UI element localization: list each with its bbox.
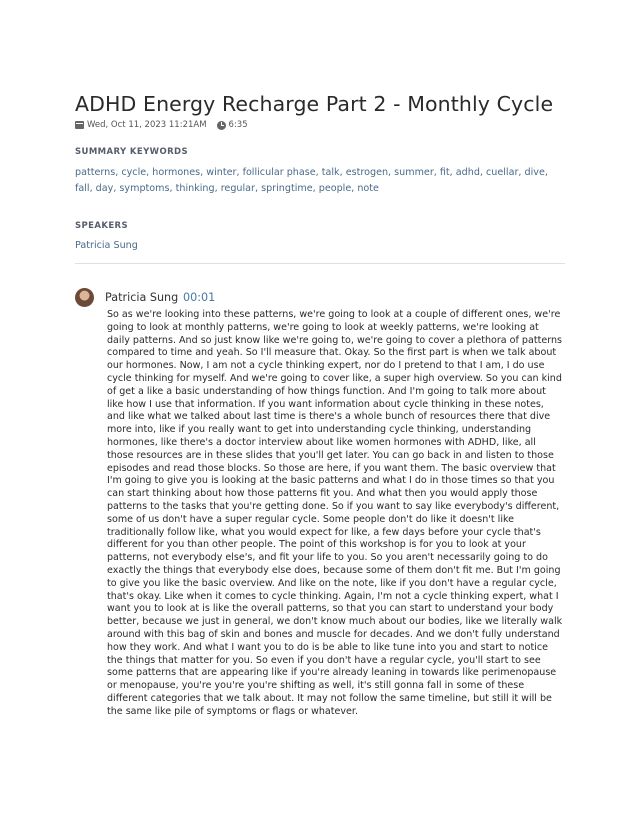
transcript-speaker-name: Patricia Sung (105, 291, 179, 304)
transcript-text: So as we're looking into these patterns, we're going to look at a couple of different ones, we're going to look at monthly patterns, we're going to look at weekly patterns, we're looking at daily patterns. And so just know like we're going to, we're going to cover a plethora of patterns compared to time and yeah. So I'll measure that. Okay. So the first part is when we talk about our hormones. Now, I am not a cycle thinking expert, nor do I pretend to that I am, I do use cycle thinking for myself. And we're going to cover like, a super high overview. So you can kind of get a like a basic understanding of how things function. And I'm going to talk more about like how I use that information. If you want information about cycle thinking in these notes, and like what we talked about last time is there's a whole bunch of resources there that dive more into, like if you really want to get into understanding cycle thinking, understanding hormones, like there's a doctor interview about like women hormones with ADHD, like, all those resources are in these slides that you'll get later. You can go back in and listen to those episodes and read those blocks. So those are here, if you want them. The basic overview that I'm going to give you is looking at the basic patterns and what I do in those times so that you can start thinking about how those patterns fit you. And what then you would apply those patterns to the tasks that you're getting done. So if you want to say like everybody's different, some of us don't have a super regular cycle. Some people don't do like it doesn't like traditionally follow like, what you would expect for like, a few days before your cycle that's different for you than other people. The point of this workshop is for you to look at your patterns, not everybody else's, and fit your life to you. So you aren't necessarily going to do exactly the things that everybody else does, because some of them don't fit me. But I'm going to give you like the basic overview. And like on the note, like if you don't have a regular cycle, that's okay. Like when it comes to cycle thinking. Again, I'm not a cycle thinking expert, what I want you to look at is like the overall patterns, so that you can start to understand your body better, because we just in general, we don't know much about our bodies, like we literally walk around with this bag of skin and bones and muscle for decades. And we don't fully understand how they work. And what I want you to do is be able to like tune into you and start to notice the things that matter for you. So even if you don't have a regular cycle, you'll start to see some patterns that are appearing like if you're already leaning in towards like perimenopause or menopause, you're you're you're shifting as well, it's still gonna fall in some of these different categories that we talk about. It may not follow the same timeline, but still it will be the same like pile of symptoms or flags or whatever. (107, 309, 563, 717)
document-title: ADHD Energy Recharge Part 2 - Monthly Cycle (75, 92, 554, 116)
document-date: Wed, Oct 11, 2023 11:21AM (87, 120, 207, 130)
speakers-heading: SPEAKERS (75, 221, 128, 231)
summary-keywords-heading: SUMMARY KEYWORDS (75, 147, 188, 157)
transcript-timestamp[interactable]: 00:01 (183, 291, 216, 304)
divider (75, 263, 565, 264)
speakers-list: Patricia Sung (75, 240, 138, 251)
calendar-icon (75, 121, 84, 129)
avatar (75, 288, 94, 307)
clock-icon (217, 121, 226, 130)
summary-keywords: patterns, cycle, hormones, winter, follicular phase, talk, estrogen, summer, fit, adhd, cuellar, dive, fall, day, symptoms, thinking, regular, springtime, people, note (75, 167, 548, 194)
document-duration: 6:35 (228, 120, 248, 130)
document-meta (75, 120, 248, 130)
